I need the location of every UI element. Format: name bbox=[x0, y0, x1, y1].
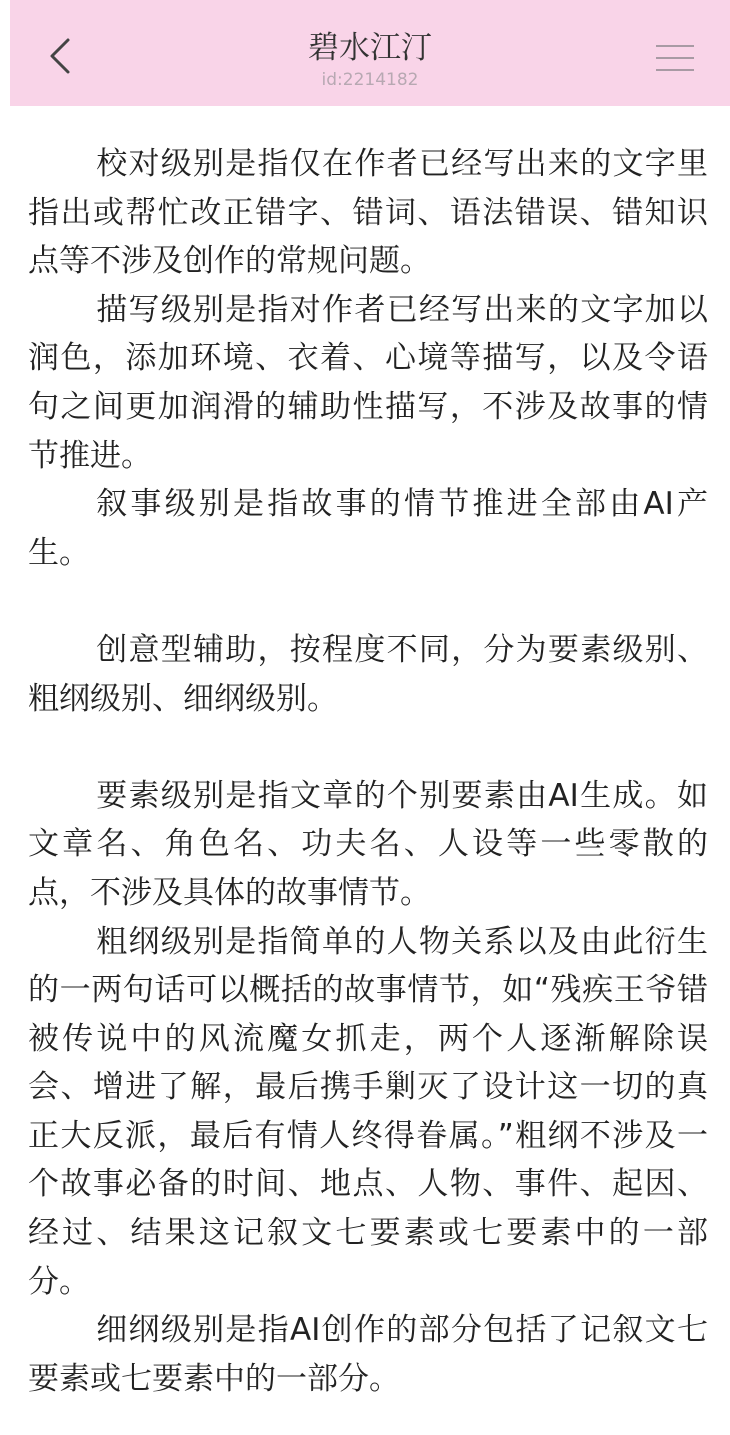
hamburger-menu-icon bbox=[654, 40, 696, 76]
paragraph-description-level: 描写级别是指对作者已经写出来的文字加以润色，添加环境、衣着、心境等描写，以及令语句之间更加润滑的辅助性描写，不涉及故事的情节推进。 bbox=[28, 291, 708, 474]
paragraph-rough-outline-level: 粗纲级别是指简单的人物关系以及由此衍生的一两句话可以概括的故事情节，如“残疾王爷错被传说中的风流魔女抓走，两个人逐渐解除误会、增进了解，最后携手剿灭了设计这一切的真正大反派，最后有情人终得眷属。”粗纲不涉及一个故事必备的时间、地点、人物、事件、起因、经过、结果这记叙文七要素或七要素中的一部分。 bbox=[28, 923, 708, 1300]
top-bar bbox=[10, 0, 730, 106]
paragraph-spacer bbox=[28, 577, 708, 626]
menu-button[interactable] bbox=[654, 40, 696, 76]
article-body bbox=[28, 140, 708, 1403]
paragraph-spacer bbox=[28, 723, 708, 772]
user-id: id:2214182 bbox=[321, 70, 419, 90]
paragraph-element-level: 要素级别是指文章的个别要素由AI生成。如文章名、角色名、功夫名、人设等一些零散的点，不涉及具体的故事情节。 bbox=[28, 777, 708, 911]
paragraph-detailed-outline-level: 细纲级别是指AI创作的部分包括了记叙文七要素或七要素中的一部分。 bbox=[28, 1312, 708, 1397]
paragraph-proofread-level: 校对级别是指仅在作者已经写出来的文字里指出或帮忙改正错字、错词、语法错误、错知识点等不涉及创作的常规问题。 bbox=[28, 146, 708, 280]
paragraph-narrative-level: 叙事级别是指故事的情节推进全部由AI产生。 bbox=[28, 486, 708, 571]
paragraph-creative-assist: 创意型辅助，按程度不同，分为要素级别、粗纲级别、细纲级别。 bbox=[28, 631, 708, 717]
page-title: 碧水江汀 bbox=[308, 30, 432, 66]
